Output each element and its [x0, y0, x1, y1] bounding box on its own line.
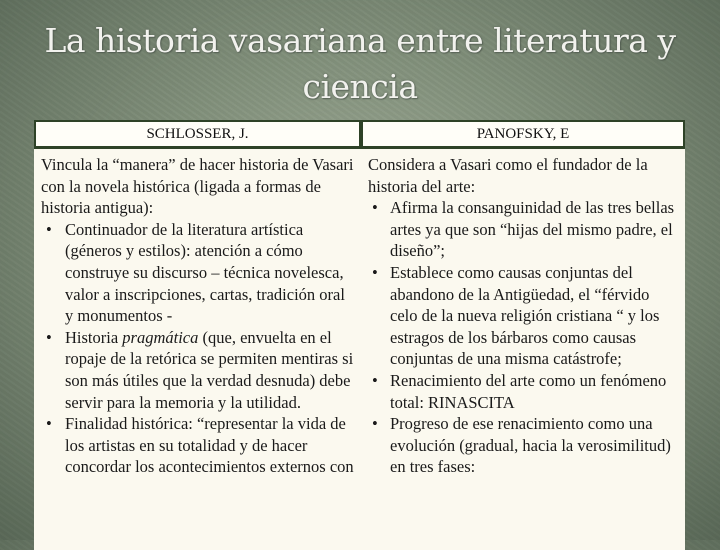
list-item — [368, 197, 679, 262]
schlosser-intro: Vincula la “manera” de hacer historia de Vasari con la novela histórica (ligada a formas de historia antigua): — [41, 155, 354, 218]
panofsky-bullet-3: Renacimiento del arte como un fenómeno total: RINASCITA — [390, 370, 667, 412]
column-schlosser — [34, 148, 361, 550]
bullet-icon: • — [46, 219, 52, 239]
list-item — [41, 327, 357, 413]
column-panofsky — [361, 148, 685, 550]
list-item — [368, 370, 679, 413]
header-panofsky: PANOFSKY, E — [361, 120, 685, 148]
schlosser-bullet-3: Finalidad histórica: “representar la vida de los artistas en su totalidad y de hacer concordar los acontecimientos externos con — [65, 414, 354, 477]
schlosser-bullet-2-emphasis: pragmática — [122, 327, 199, 347]
panofsky-intro: Considera a Vasari como el fundador de la historia del arte: — [368, 155, 648, 196]
panofsky-bullet-1: Afirma la consanguinidad de las tres bellas artes ya que son “hijas del mismo padre, el diseño”; — [390, 198, 675, 261]
panofsky-bullet-list — [368, 197, 679, 478]
schlosser-bullet-2-prefix: Historia — [65, 327, 123, 347]
comparison-table — [34, 120, 685, 550]
slide-title — [40, 18, 680, 110]
slide-title-line-2: ciencia — [302, 67, 418, 106]
list-item — [368, 262, 679, 370]
bullet-icon: • — [372, 370, 378, 390]
schlosser-bullet-2-rest: (que, envuelta en el ropaje de la retórica se permiten mentiras si son más útiles que la verdad desnuda) debe servir para la memoria y la utilidad. — [65, 327, 354, 412]
schlosser-bullet-1: Continuador de la literatura artística (géneros y estilos): atención a cómo construye su discurso – técnica novelesca, valor a inscripciones, cartas, tradición oral y monumentos - — [65, 219, 345, 326]
panofsky-bullet-4: Progreso de ese renacimiento como una evolución (gradual, hacia la verosimilitud) en tres fases: — [390, 414, 671, 477]
panofsky-bullet-2: Establece como causas conjuntas del abandono de la Antigüedad, el “férvido celo de la nueva religión cristiana “ y los estragos de los bárbaros como causas conjuntas de una misma catástrofe; — [390, 262, 660, 369]
bullet-icon: • — [372, 262, 378, 282]
bullet-icon: • — [46, 327, 52, 347]
bullet-icon: • — [372, 414, 378, 434]
bullet-icon: • — [46, 414, 52, 434]
list-item — [41, 413, 357, 478]
slide-title-line-1: La historia vasariana entre literatura y — [44, 21, 676, 60]
header-schlosser: SCHLOSSER, J. — [34, 120, 361, 148]
list-item — [368, 413, 679, 478]
schlosser-bullet-list — [41, 219, 357, 478]
list-item — [41, 219, 357, 327]
bullet-icon: • — [372, 198, 378, 218]
schlosser-bullet-2 — [65, 328, 353, 412]
